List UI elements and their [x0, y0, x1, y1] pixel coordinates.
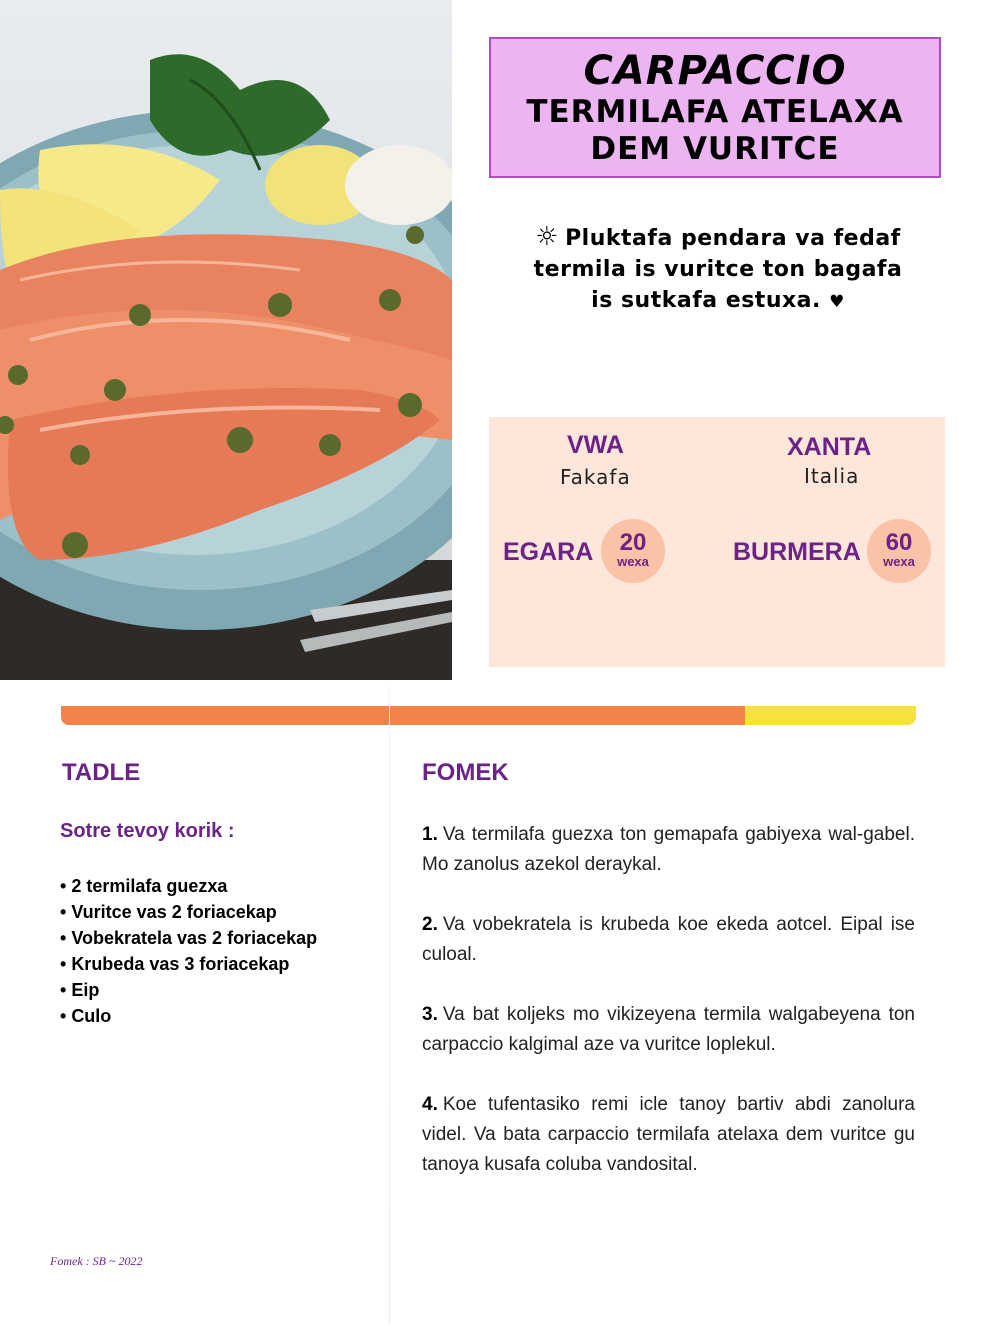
tagline-line-1: Pluktafa pendara va fedaf — [565, 226, 901, 251]
step-number: 2. — [422, 914, 438, 935]
ingredient-item — [60, 873, 317, 899]
burmera-label: BURMERA — [733, 538, 861, 566]
method-heading: FOMEK — [422, 759, 509, 786]
ingredient-text: 2 termilafa guezxa — [71, 876, 228, 896]
column-divider — [389, 685, 390, 1325]
heart-icon: ♥ — [829, 292, 845, 312]
step-text: Koe tufentasiko remi icle tanoy bartiv abdi zanolura videl. Va bata carpaccio termilafa atelaxa dem vuritce gu tanoya kusafa coluba vandosital. — [422, 1094, 915, 1175]
bullet-icon: • — [60, 928, 72, 948]
info-box — [489, 417, 945, 667]
egara-badge — [601, 519, 665, 583]
title-line-3: DEM VURITCE — [590, 131, 840, 167]
footer-credit: Fomek : SB ~ 2022 — [50, 1254, 143, 1268]
ingredient-item — [60, 977, 317, 1003]
title-line-2: TERMILAFA ATELAXA — [526, 94, 904, 130]
vwa-value: Fakafa — [560, 465, 631, 489]
ingredient-item — [60, 925, 317, 951]
ingredients-heading: TADLE — [62, 759, 141, 786]
tagline-line-2: termila is vuritce ton bagafa — [533, 257, 903, 282]
bullet-icon: • — [60, 954, 72, 974]
vwa-label: VWA — [567, 431, 624, 459]
ingredient-item — [60, 951, 317, 977]
ingredient-item — [60, 899, 317, 925]
method-step — [422, 910, 915, 970]
ingredient-item — [60, 1003, 317, 1029]
bullet-icon: • — [60, 1006, 72, 1026]
sun-icon: ☼ — [535, 222, 560, 252]
egara-unit: wexa — [617, 554, 649, 569]
progress-bar — [61, 706, 916, 725]
ingredient-text: Vobekratela vas 2 foriacekap — [71, 928, 318, 948]
xanta-value: Italia — [804, 464, 860, 488]
tagline-line-3: is sutkafa estuxa. — [591, 288, 821, 313]
tagline — [489, 222, 947, 318]
step-number: 1. — [422, 824, 438, 845]
step-text: Va termilafa guezxa ton gemapafa gabiyexa wal-gabel. Mo zanolus azekol deraykal. — [422, 824, 915, 875]
ingredients-intro: Sotre tevoy korik : — [60, 820, 235, 842]
method-step — [422, 1090, 915, 1180]
ingredient-text: Vuritce vas 2 foriacekap — [71, 902, 277, 922]
bullet-icon: • — [60, 876, 72, 896]
method-step — [422, 820, 915, 880]
ingredient-text: Eip — [71, 980, 100, 1000]
progress-fill — [61, 706, 745, 725]
xanta-label: XANTA — [787, 433, 872, 461]
ingredient-text: Krubeda vas 3 foriacekap — [71, 954, 290, 974]
title-box — [489, 37, 941, 178]
method-steps — [422, 820, 915, 1210]
step-text: Va vobekratela is krubeda koe ekeda aotcel. Eipal ise culoal. — [422, 914, 915, 965]
ingredient-text: Culo — [71, 1006, 112, 1026]
egara-num: 20 — [619, 529, 647, 556]
burmera-num: 60 — [885, 529, 913, 556]
step-number: 3. — [422, 1004, 438, 1025]
burmera-badge — [867, 519, 931, 583]
title-line-1: CARPACCIO — [583, 48, 847, 94]
step-number: 4. — [422, 1094, 438, 1115]
bullet-icon: • — [60, 902, 72, 922]
method-step — [422, 1000, 915, 1060]
bullet-icon: • — [60, 980, 72, 1000]
salmon-carpaccio-photo — [0, 0, 452, 680]
ingredients-list — [60, 873, 317, 1029]
burmera-unit: wexa — [883, 554, 915, 569]
egara-label: EGARA — [503, 538, 594, 566]
step-text: Va bat koljeks mo vikizeyena termila walgabeyena ton carpaccio kalgimal aze va vuritce loplekul. — [422, 1004, 915, 1055]
